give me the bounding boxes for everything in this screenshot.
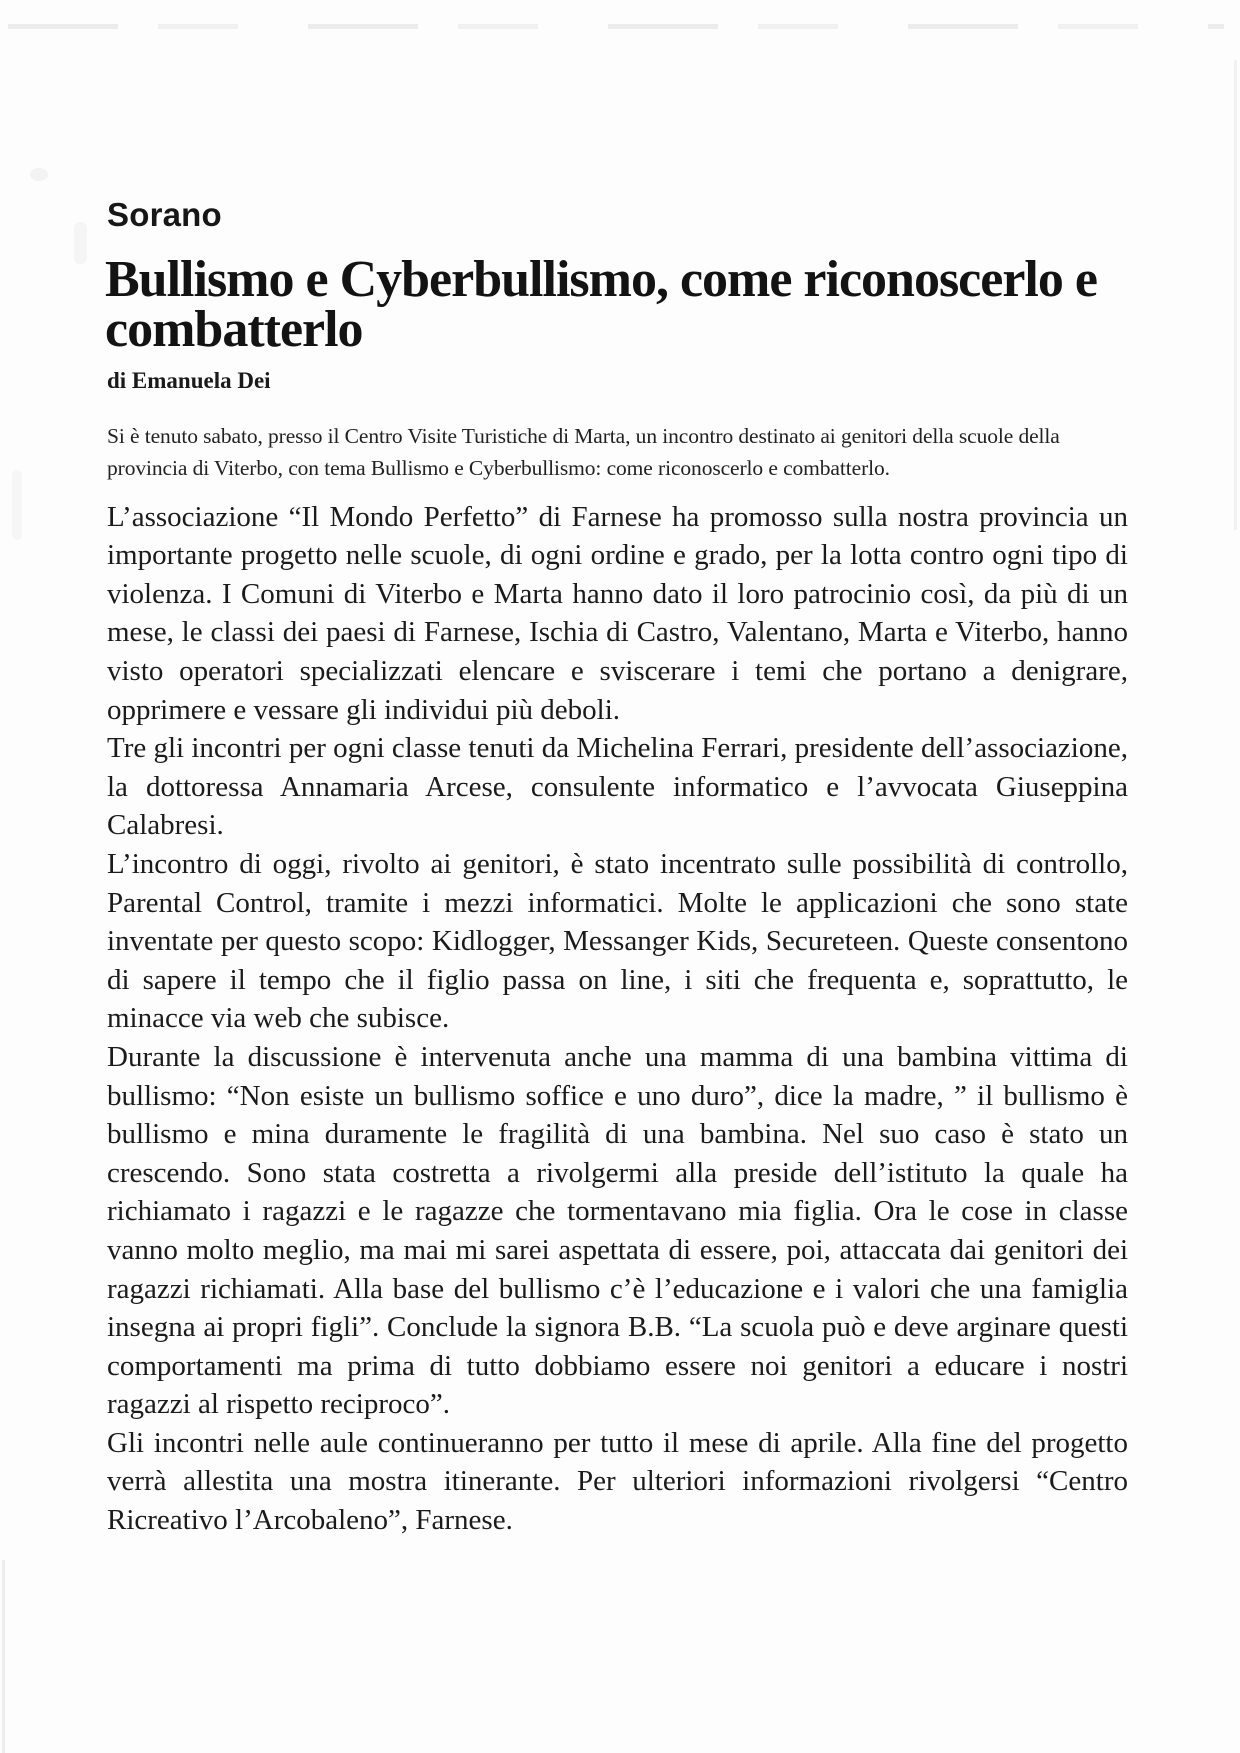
article bbox=[107, 0, 1128, 1540]
article-paragraph: Gli incontri nelle aule continueranno per tutto il mese di aprile. Alla fine del progetto verrà allestita una mostra itinerante. Per ulteriori informazioni rivolgersi “Centro Ricreativo l’Arcobaleno”, Farnese. bbox=[107, 1426, 1128, 1537]
article-lead: Si è tenuto sabato, presso il Centro Visite Turistiche di Marta, un incontro destinato ai genitori della scuole della provincia di Viterbo, con tema Bullismo e Cyberbullismo: come riconoscerlo e combatterlo. bbox=[107, 423, 1060, 480]
article-paragraph: Durante la discussione è intervenuta anche una mamma di una bambina vittima di bullismo: “Non esiste un bullismo soffice e uno duro”, dice la madre, ” il bullismo è bullismo e mina duramente le fragilità di una bambina. Nel suo caso è stato un crescendo. Sono stata costretta a rivolgermi alla preside dell’istituto la quale ha richiamato i ragazzi e le ragazze che tormentavano mia figlia. Ora le cose in classe vanno molto meglio, ma mai mi sarei aspettata di essere, poi, attaccata dai genitori dei ragazzi richiamati. Alla base del bullismo c’è l’educazione e i valori che una famiglia insegna ai propri figli”. Conclude la signora B.B. “La scuola può e deve arginare questi comportamenti ma prima di tutto dobbiamo essere noi genitori a educare i nostri ragazzi al rispetto reciproco”. bbox=[107, 1040, 1128, 1421]
article-kicker: Sorano bbox=[107, 196, 222, 233]
article-title: Bullismo e Cyberbullismo, come riconoscerlo e combatterlo bbox=[105, 250, 1097, 358]
article-paragraph: Tre gli incontri per ogni classe tenuti da Michelina Ferrari, presidente dell’associazione, la dottoressa Annamaria Arcese, consulente informatico e l’avvocata Giuseppina Calabresi. bbox=[107, 732, 1128, 842]
scan-artifact-right-line bbox=[1234, 60, 1237, 530]
scan-artifact-smudge bbox=[74, 222, 87, 264]
article-body bbox=[107, 498, 1128, 1540]
article-byline: di Emanuela Dei bbox=[107, 367, 271, 393]
article-paragraph: L’associazione “Il Mondo Perfetto” di Farnese ha promosso sulla nostra provincia un importante progetto nelle scuole, di ogni ordine e grado, per la lotta contro ogni tipo di violenza. I Comuni di Viterbo e Marta hanno dato il loro patrocinio così, da più di un mese, le classi dei paesi di Farnese, Ischia di Castro, Valentano, Marta e Viterbo, hanno visto operatori specializzati elencare e sviscerare i temi che portano a denigrare, opprimere e vessare gli individui più deboli. bbox=[107, 500, 1128, 726]
scan-artifact-left-edge-line bbox=[2, 1560, 5, 1753]
scan-artifact-smudge bbox=[30, 168, 48, 181]
article-paragraph: L’incontro di oggi, rivolto ai genitori, è stato incentrato sulle possibilità di controllo, Parental Control, tramite i mezzi informatici. Molte le applicazioni che sono state inventate per questo scopo: Kidlogger, Messanger Kids, Secureteen. Queste consentono di sapere il tempo che il figlio passa on line, i siti che frequenta e, soprattutto, le minacce via web che subisce. bbox=[107, 847, 1128, 1035]
scan-artifact-smudge bbox=[12, 470, 22, 540]
